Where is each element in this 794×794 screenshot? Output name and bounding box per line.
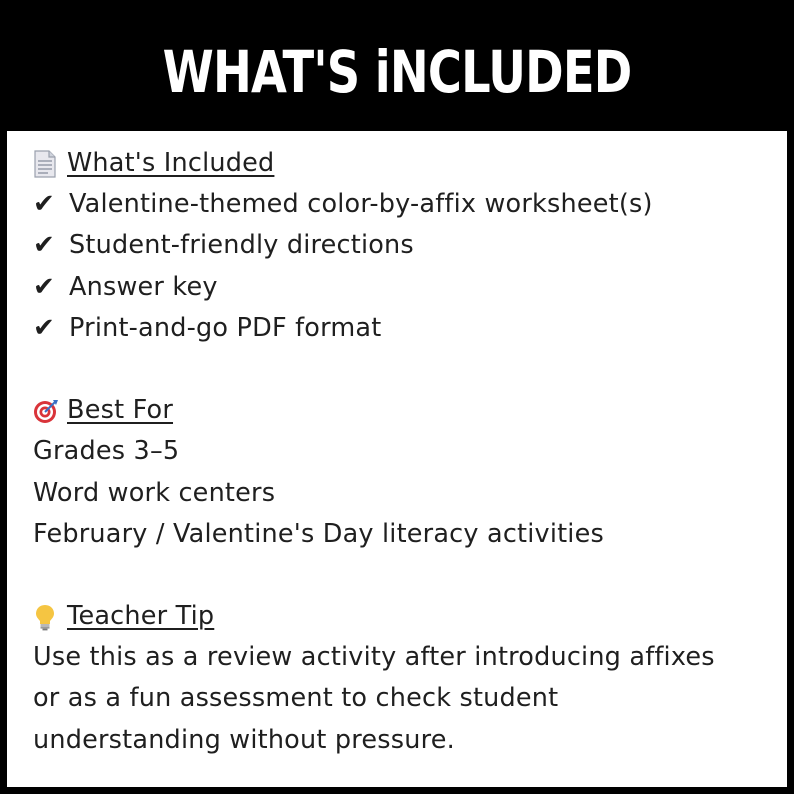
section-spacer (33, 555, 773, 596)
best-for-text: Word work centers (33, 477, 276, 508)
banner-title: WHAT'S iNCLUDED (162, 38, 632, 106)
target-icon (33, 397, 59, 425)
lightbulb-icon (33, 603, 59, 631)
included-item-text: Answer key (69, 271, 218, 302)
list-item (33, 267, 773, 308)
teacher-tip-text: Use this as a review activity after introducing affixes (33, 642, 715, 673)
included-item-text: Student-friendly directions (69, 230, 414, 261)
check-mark-icon: ✔ (33, 230, 55, 261)
best-for-heading: Best For (67, 395, 174, 426)
best-for-text: February / Valentine's Day literacy activities (33, 518, 604, 549)
check-mark-icon: ✔ (33, 271, 55, 302)
list-item (33, 225, 773, 266)
included-heading-row (33, 143, 773, 184)
list-item (33, 308, 773, 349)
best-for-heading-row (33, 390, 773, 431)
teacher-tip-text: understanding without pressure. (33, 724, 455, 755)
teacher-tip-line (33, 637, 773, 678)
best-for-line (33, 514, 773, 555)
best-for-line (33, 431, 773, 472)
teacher-tip-heading-row (33, 596, 773, 637)
included-item-text: Print-and-go PDF format (69, 312, 382, 343)
best-for-text: Grades 3–5 (33, 436, 180, 467)
check-mark-icon: ✔ (33, 312, 55, 343)
section-spacer (33, 349, 773, 390)
included-item-text: Valentine-themed color-by-affix worksheet(s) (69, 189, 653, 220)
included-heading: What's Included (67, 148, 275, 178)
teacher-tip-text: or as a fun assessment to check student (33, 683, 559, 714)
title-banner (7, 7, 787, 131)
check-mark-icon: ✔ (33, 189, 55, 220)
teacher-tip-line (33, 720, 773, 761)
best-for-line (33, 473, 773, 514)
teacher-tip-line (33, 678, 773, 719)
list-item (33, 184, 773, 225)
content-area (33, 143, 773, 761)
page-document-icon (33, 150, 59, 178)
teacher-tip-heading: Teacher Tip (67, 601, 215, 632)
